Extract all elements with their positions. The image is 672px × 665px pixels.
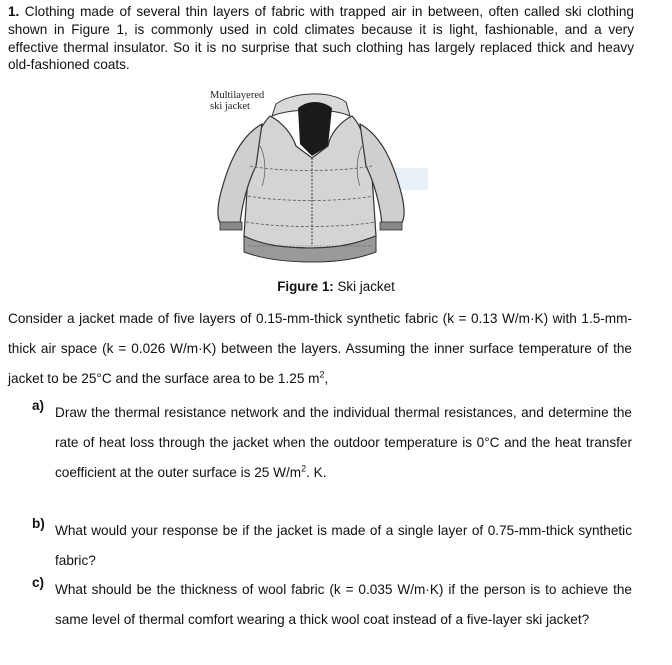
problem-superscript: 2 <box>319 369 325 380</box>
question-a-body: Draw the thermal resistance network and the individual thermal resistances, and determine the rate of heat loss through the jacket when the outdoor temperature is 0°C and the heat transfer coefficient at the outer surface is 25 W/m <box>55 405 632 480</box>
ski-jacket-figure <box>200 86 430 272</box>
question-b-label: b) <box>32 516 45 531</box>
intro-text: Clothing made of several thin layers of fabric with trapped air in between, often called ski clothing shown in Figure 1, is commonly used in cold climates because it is light, fashionable, and a very effective thermal insulator. So it is no surprise that such clothing has largely replaced thick and heavy old-fashioned coats. <box>8 4 634 73</box>
problem-statement <box>8 304 632 395</box>
problem-number: 1. <box>8 4 20 19</box>
question-c-label: c) <box>32 575 45 590</box>
figure-caption-prefix: Figure 1: <box>277 279 334 294</box>
figure-caption-text: Ski jacket <box>337 279 395 294</box>
question-a-label: a) <box>32 398 45 413</box>
question-b-text: What would your response be if the jacket is made of a single layer of 0.75-mm-thick synthetic fabric? <box>55 523 632 568</box>
question-a-text <box>55 398 632 487</box>
figure-caption <box>0 279 672 294</box>
ski-jacket-illustration <box>200 86 430 272</box>
question-a <box>32 398 632 487</box>
problem-text-end: , <box>324 371 329 387</box>
question-a-superscript: 2 <box>301 463 307 474</box>
question-c-text: What should be the thickness of wool fabric (k = 0.035 W/m·K) if the person is to achieve the same level of thermal comfort wearing a thick wool coat instead of a five-layer ski jacket? <box>55 582 632 627</box>
question-c <box>32 575 632 635</box>
figure-label-line1: Multilayered <box>210 90 265 101</box>
figure-label <box>210 90 264 112</box>
problem-text: Consider a jacket made of five layers of 0.15-mm-thick synthetic fabric (k = 0.13 W/m·K) with 1.5-mm-thick air space (k = 0.026 W/m·K) between the layers. Assuming the inner surface temperature of the jacket to be 25°C and the surface area to be 1.25 m <box>8 311 632 387</box>
problem-intro <box>8 3 634 74</box>
figure-label-line2: ski jacket <box>210 101 250 112</box>
question-a-end: . K. <box>306 464 327 480</box>
question-b <box>32 516 632 576</box>
